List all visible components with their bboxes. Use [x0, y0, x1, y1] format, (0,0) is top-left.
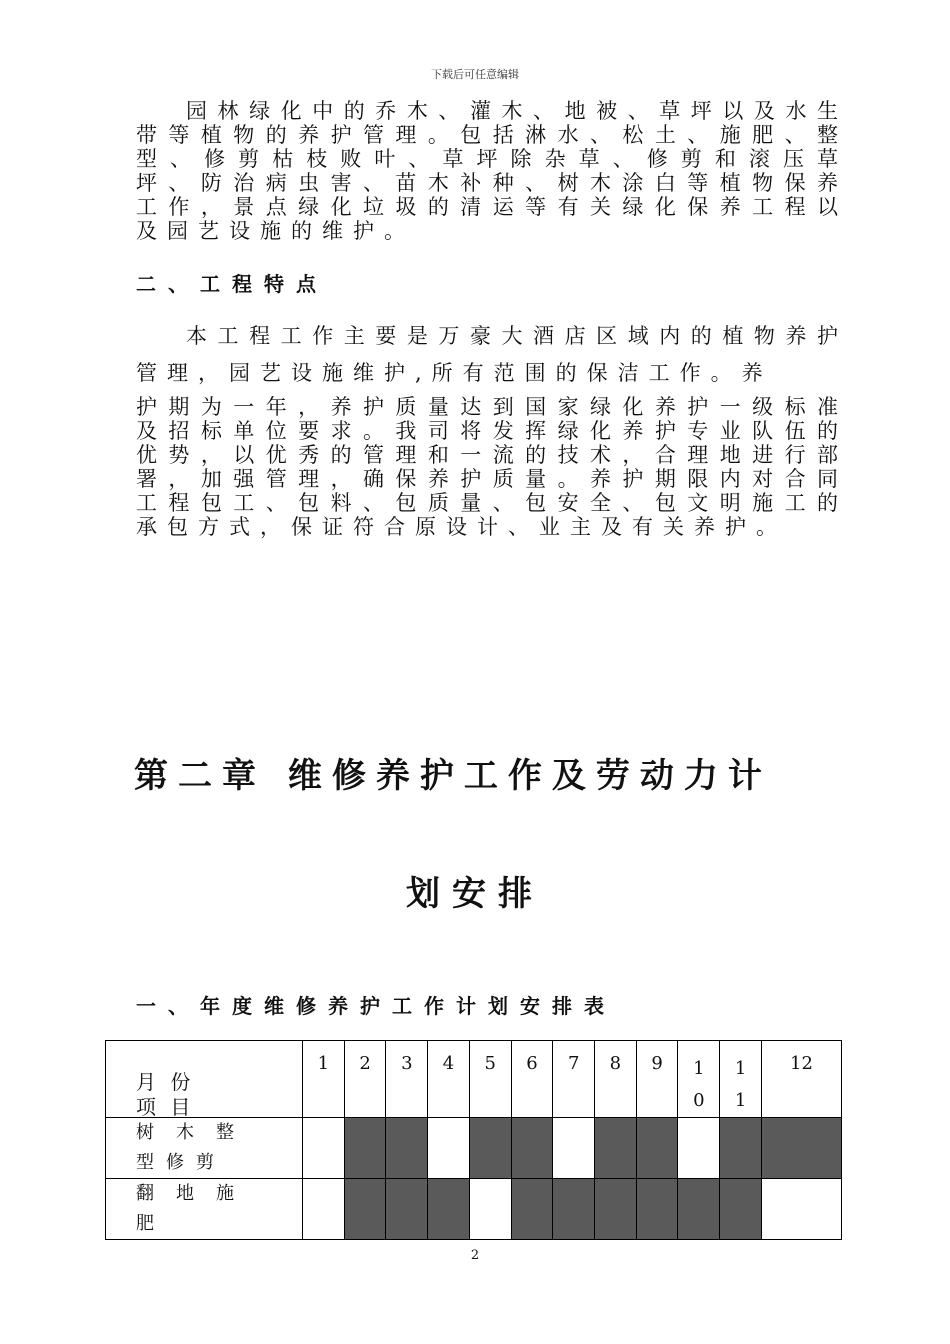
row-label-line1: 翻地施: [136, 1183, 256, 1204]
month-header-cell: 5: [469, 1041, 511, 1118]
schedule-cell-active: [511, 1118, 553, 1179]
schedule-cell-active: [553, 1179, 595, 1240]
table-header-row: [106, 1041, 842, 1118]
schedule-cell-active: [636, 1179, 678, 1240]
schedule-cell-active: [720, 1118, 762, 1179]
row-label-line2: 肥: [136, 1213, 166, 1234]
schedule-cell-empty: [761, 1179, 841, 1240]
schedule-cell-active: [678, 1179, 720, 1240]
header-note: 下载后可任意编辑: [431, 68, 519, 81]
header-label-item: 项 目: [136, 1095, 195, 1119]
schedule-table-body: [106, 1041, 842, 1240]
schedule-cell-empty: [303, 1118, 345, 1179]
chapter-title-line2: 划安排: [406, 874, 544, 914]
schedule-cell-active: [636, 1118, 678, 1179]
month-header-cell: 8: [595, 1041, 637, 1118]
header-label: [106, 1041, 302, 1119]
maintenance-schedule-table: [105, 1040, 842, 1240]
month-header-cell: 3: [386, 1041, 428, 1118]
schedule-cell-active: [386, 1118, 428, 1179]
schedule-cell-active: [595, 1118, 637, 1179]
month-header-cell: 9: [636, 1041, 678, 1118]
month-header-cell: 1 1: [720, 1041, 762, 1118]
schedule-cell-active: [386, 1179, 428, 1240]
section-heading-features: 二、工程特点: [136, 272, 328, 296]
schedule-cell-empty: [469, 1179, 511, 1240]
table-heading: 一、年度维修养护工作计划安排表: [136, 994, 616, 1018]
schedule-cell-active: [720, 1179, 762, 1240]
schedule-cell-active: [595, 1179, 637, 1240]
month-header-cell: 7: [553, 1041, 595, 1118]
row-label-line2: 型修剪: [136, 1152, 226, 1173]
schedule-cell-empty: [678, 1118, 720, 1179]
month-header-cell: 12: [761, 1041, 841, 1118]
header-corner-cell: [106, 1041, 303, 1118]
month-header-cell: 2: [344, 1041, 386, 1118]
month-header-cell: 6: [511, 1041, 553, 1118]
intro-paragraph: 园林绿化中的乔木、灌木、地被、草坪以及水生带等植物的养护管理。包括淋水、松土、施肥、整型、修剪枯枝败叶、草坪除杂草、修剪和滚压草坪、防治病虫害、苗木补种、树木涂白等植物保养工作，景点绿化垃圾的清运等有关绿化保养工程以及园艺设施的维护。: [136, 99, 848, 243]
page-number: 2: [470, 1248, 480, 1263]
features-paragraph-b: 护期为一年，养护质量达到国家绿化养护一级标准及招标单位要求。我司将发挥绿化养护专业队伍的优势，以优秀的管理和一流的技术，合理地进行部署，加强管理，确保养护质量。养护期限内对合同工程包工、包料、包质量、包安全、包文明施工的承包方式，保证符合原设计、业主及有关养护。: [136, 395, 848, 539]
features-paragraph-a: 本工程工作主要是万豪大酒店区域内的植物养护管理，园艺设施维护,所有范围的保洁工作。养: [136, 324, 848, 385]
schedule-cell-empty: [303, 1179, 345, 1240]
header-label-month: 月 份: [136, 1070, 195, 1094]
schedule-cell-active: [344, 1118, 386, 1179]
row-label-cell: [106, 1118, 303, 1179]
row-label-cell: [106, 1179, 303, 1240]
month-header-cell: 4: [428, 1041, 470, 1118]
schedule-cell-active: [511, 1179, 553, 1240]
row-label-line1: 树木整: [136, 1122, 256, 1143]
table-row: [106, 1118, 842, 1179]
schedule-cell-active: [344, 1179, 386, 1240]
schedule-cell-active: [428, 1179, 470, 1240]
month-header-cell: 1: [303, 1041, 345, 1118]
schedule-cell-active: [469, 1118, 511, 1179]
chapter-title-line1: 第二章 维修养护工作及劳动力计: [134, 756, 772, 796]
schedule-cell-empty: [428, 1118, 470, 1179]
schedule-cell-empty: [553, 1118, 595, 1179]
schedule-cell-active: [761, 1118, 841, 1179]
month-header-cell: 1 0: [678, 1041, 720, 1118]
table-row: [106, 1179, 842, 1240]
